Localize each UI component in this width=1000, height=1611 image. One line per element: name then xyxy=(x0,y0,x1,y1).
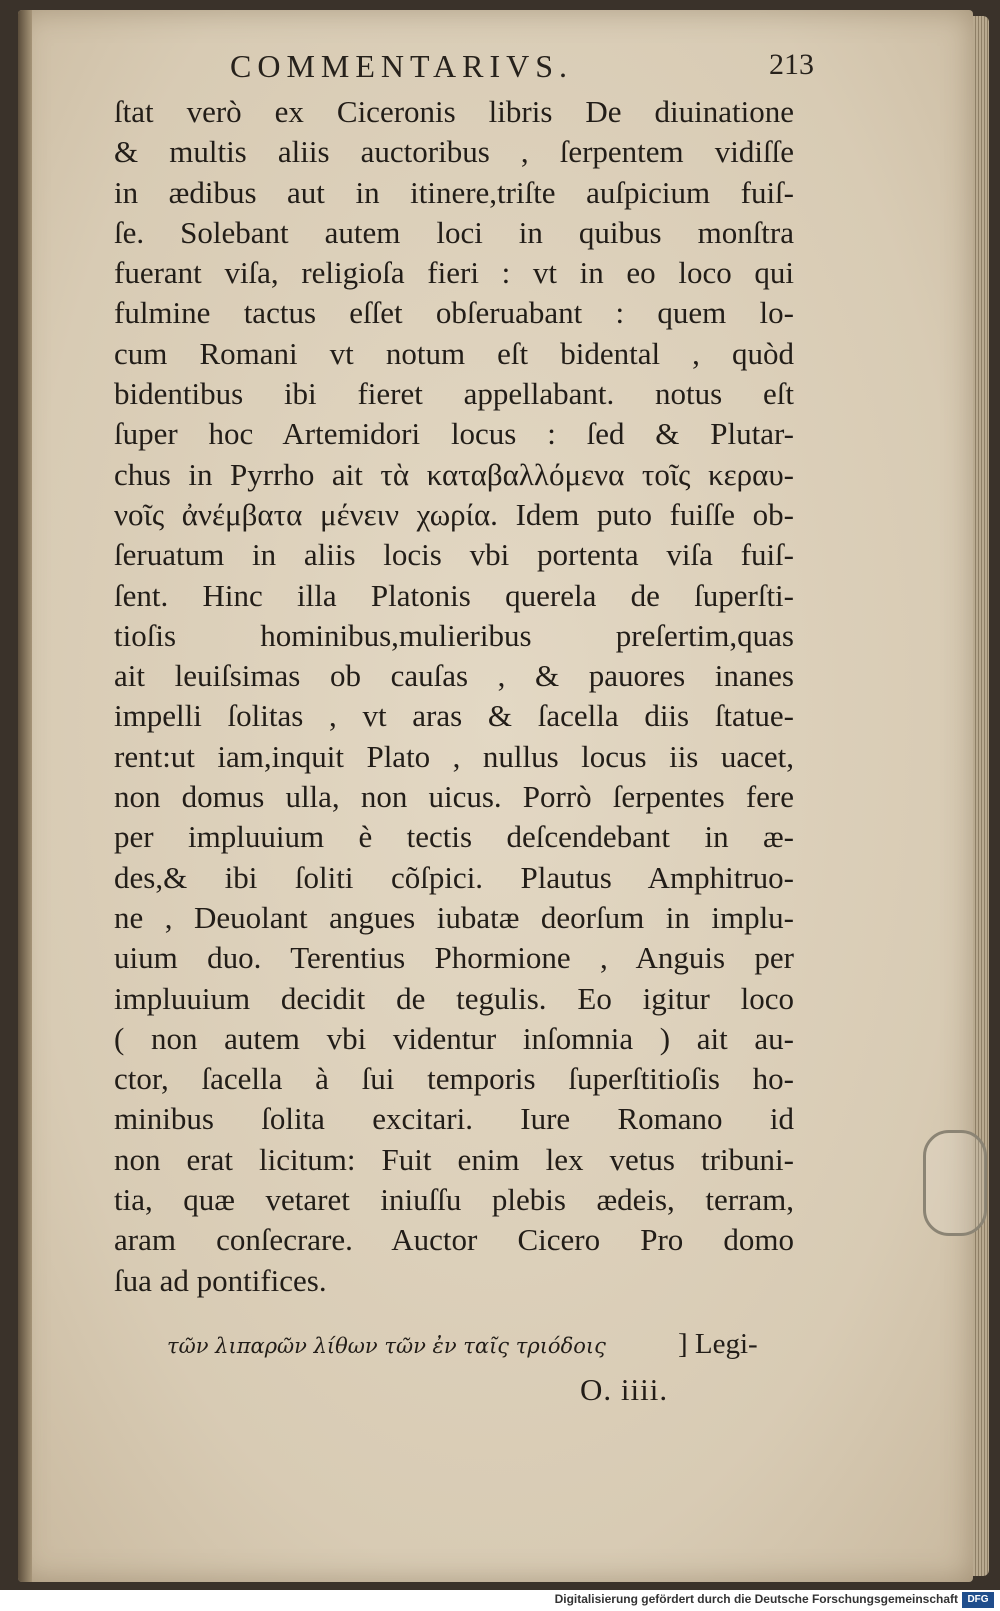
text-line: chus in Pyrrho ait τὰ καταβαλλόμενα τοῖς κεραυ- xyxy=(114,456,794,492)
text-line: non domus ulla, non uicus. Porrò ſerpentes fere xyxy=(114,779,794,815)
text-line: uium duo. Terentius Phormione , Anguis per xyxy=(114,940,794,976)
body-text xyxy=(114,92,794,1301)
text-line: fulmine tactus eſſet obſeruabant : quem lo- xyxy=(114,295,794,331)
signature-mark: O. iiii. xyxy=(580,1372,669,1407)
page-number: 213 xyxy=(769,48,814,81)
text-line: non erat licitum: Fuit enim lex vetus tribuni- xyxy=(114,1141,794,1177)
text-line: des,& ibi ſoliti cõſpici. Plautus Amphitruo- xyxy=(114,859,794,895)
text-line: in ædibus aut in itinere,triſte auſpicium fuiſ- xyxy=(114,174,794,210)
text-line: & multis aliis auctoribus , ſerpentem vidiſſe xyxy=(114,134,794,170)
page-edges xyxy=(973,16,989,1576)
text-line: ait leuiſsimas ob cauſas , & pauores inanes xyxy=(114,658,794,694)
lemma-note: ] Legi- xyxy=(678,1328,758,1360)
text-line: ſuper hoc Artemidori locus : ſed & Plutar- xyxy=(114,416,794,452)
text-line: ſtat verò ex Ciceronis libris De diuinatione xyxy=(114,94,794,129)
text-line: ſe. Solebant autem loci in quibus monſtra xyxy=(114,214,794,250)
text-line: ( non autem vbi videntur inſomnia ) ait au- xyxy=(114,1020,794,1056)
dfg-logo-icon: DFG xyxy=(962,1592,994,1608)
footer-bar xyxy=(0,1590,1000,1611)
text-line: rent:ut iam,inquit Plato , nullus locus iis uacet, xyxy=(114,738,794,774)
running-title: COMMENTARIVS. xyxy=(230,48,574,84)
digitization-credit: Digitalisierung gefördert durch die Deutsche Forschungsgemeinschaft xyxy=(554,1592,958,1606)
text-line: ſent. Hinc illa Platonis querela de ſuperſti- xyxy=(114,577,794,613)
text-line: bidentibus ibi fieret appellabant. notus eſt xyxy=(114,376,794,412)
text-line: cum Romani vt notum eſt bidental , quòd xyxy=(114,335,794,371)
text-line: fuerant viſa, religioſa fieri : vt in eo loco qui xyxy=(114,255,794,291)
text-line: tia, quæ vetaret iniuſſu plebis ædeis, terram, xyxy=(114,1182,794,1218)
text-line: ctor, ſacella à ſui temporis ſuperſtitioſis ho- xyxy=(114,1061,794,1097)
text-line: aram conſecrare. Auctor Cicero Pro domo xyxy=(114,1222,794,1258)
text-line: tioſis hominibus,mulieribus preſertim,quas xyxy=(114,617,794,653)
page-header xyxy=(230,48,812,88)
text-line: ne , Deuolant angues iubatæ deorſum in implu- xyxy=(114,899,794,935)
page-clip xyxy=(923,1130,987,1236)
text-line: ſeruatum in aliis locis vbi portenta viſa fuiſ- xyxy=(114,537,794,573)
text-line: νοῖς ἀνέμβατα μένειν χωρία. Idem puto fuiſſe ob- xyxy=(114,496,794,532)
greek-note: τῶν λιπαρῶν λίθων τῶν ἐν ταῖς τριόδοις xyxy=(167,1334,606,1358)
text-line: impelli ſolitas , vt aras & ſacella diis ſtatue- xyxy=(114,698,794,734)
text-line: ſua ad pontifices. xyxy=(114,1262,327,1298)
text-line: minibus ſolita excitari. Iure Romano id xyxy=(114,1101,794,1137)
page-gutter xyxy=(18,10,32,1582)
text-line: impluuium decidit de tegulis. Eo igitur loco xyxy=(114,980,794,1016)
text-line: per impluuium è tectis deſcendebant in æ- xyxy=(114,819,794,855)
